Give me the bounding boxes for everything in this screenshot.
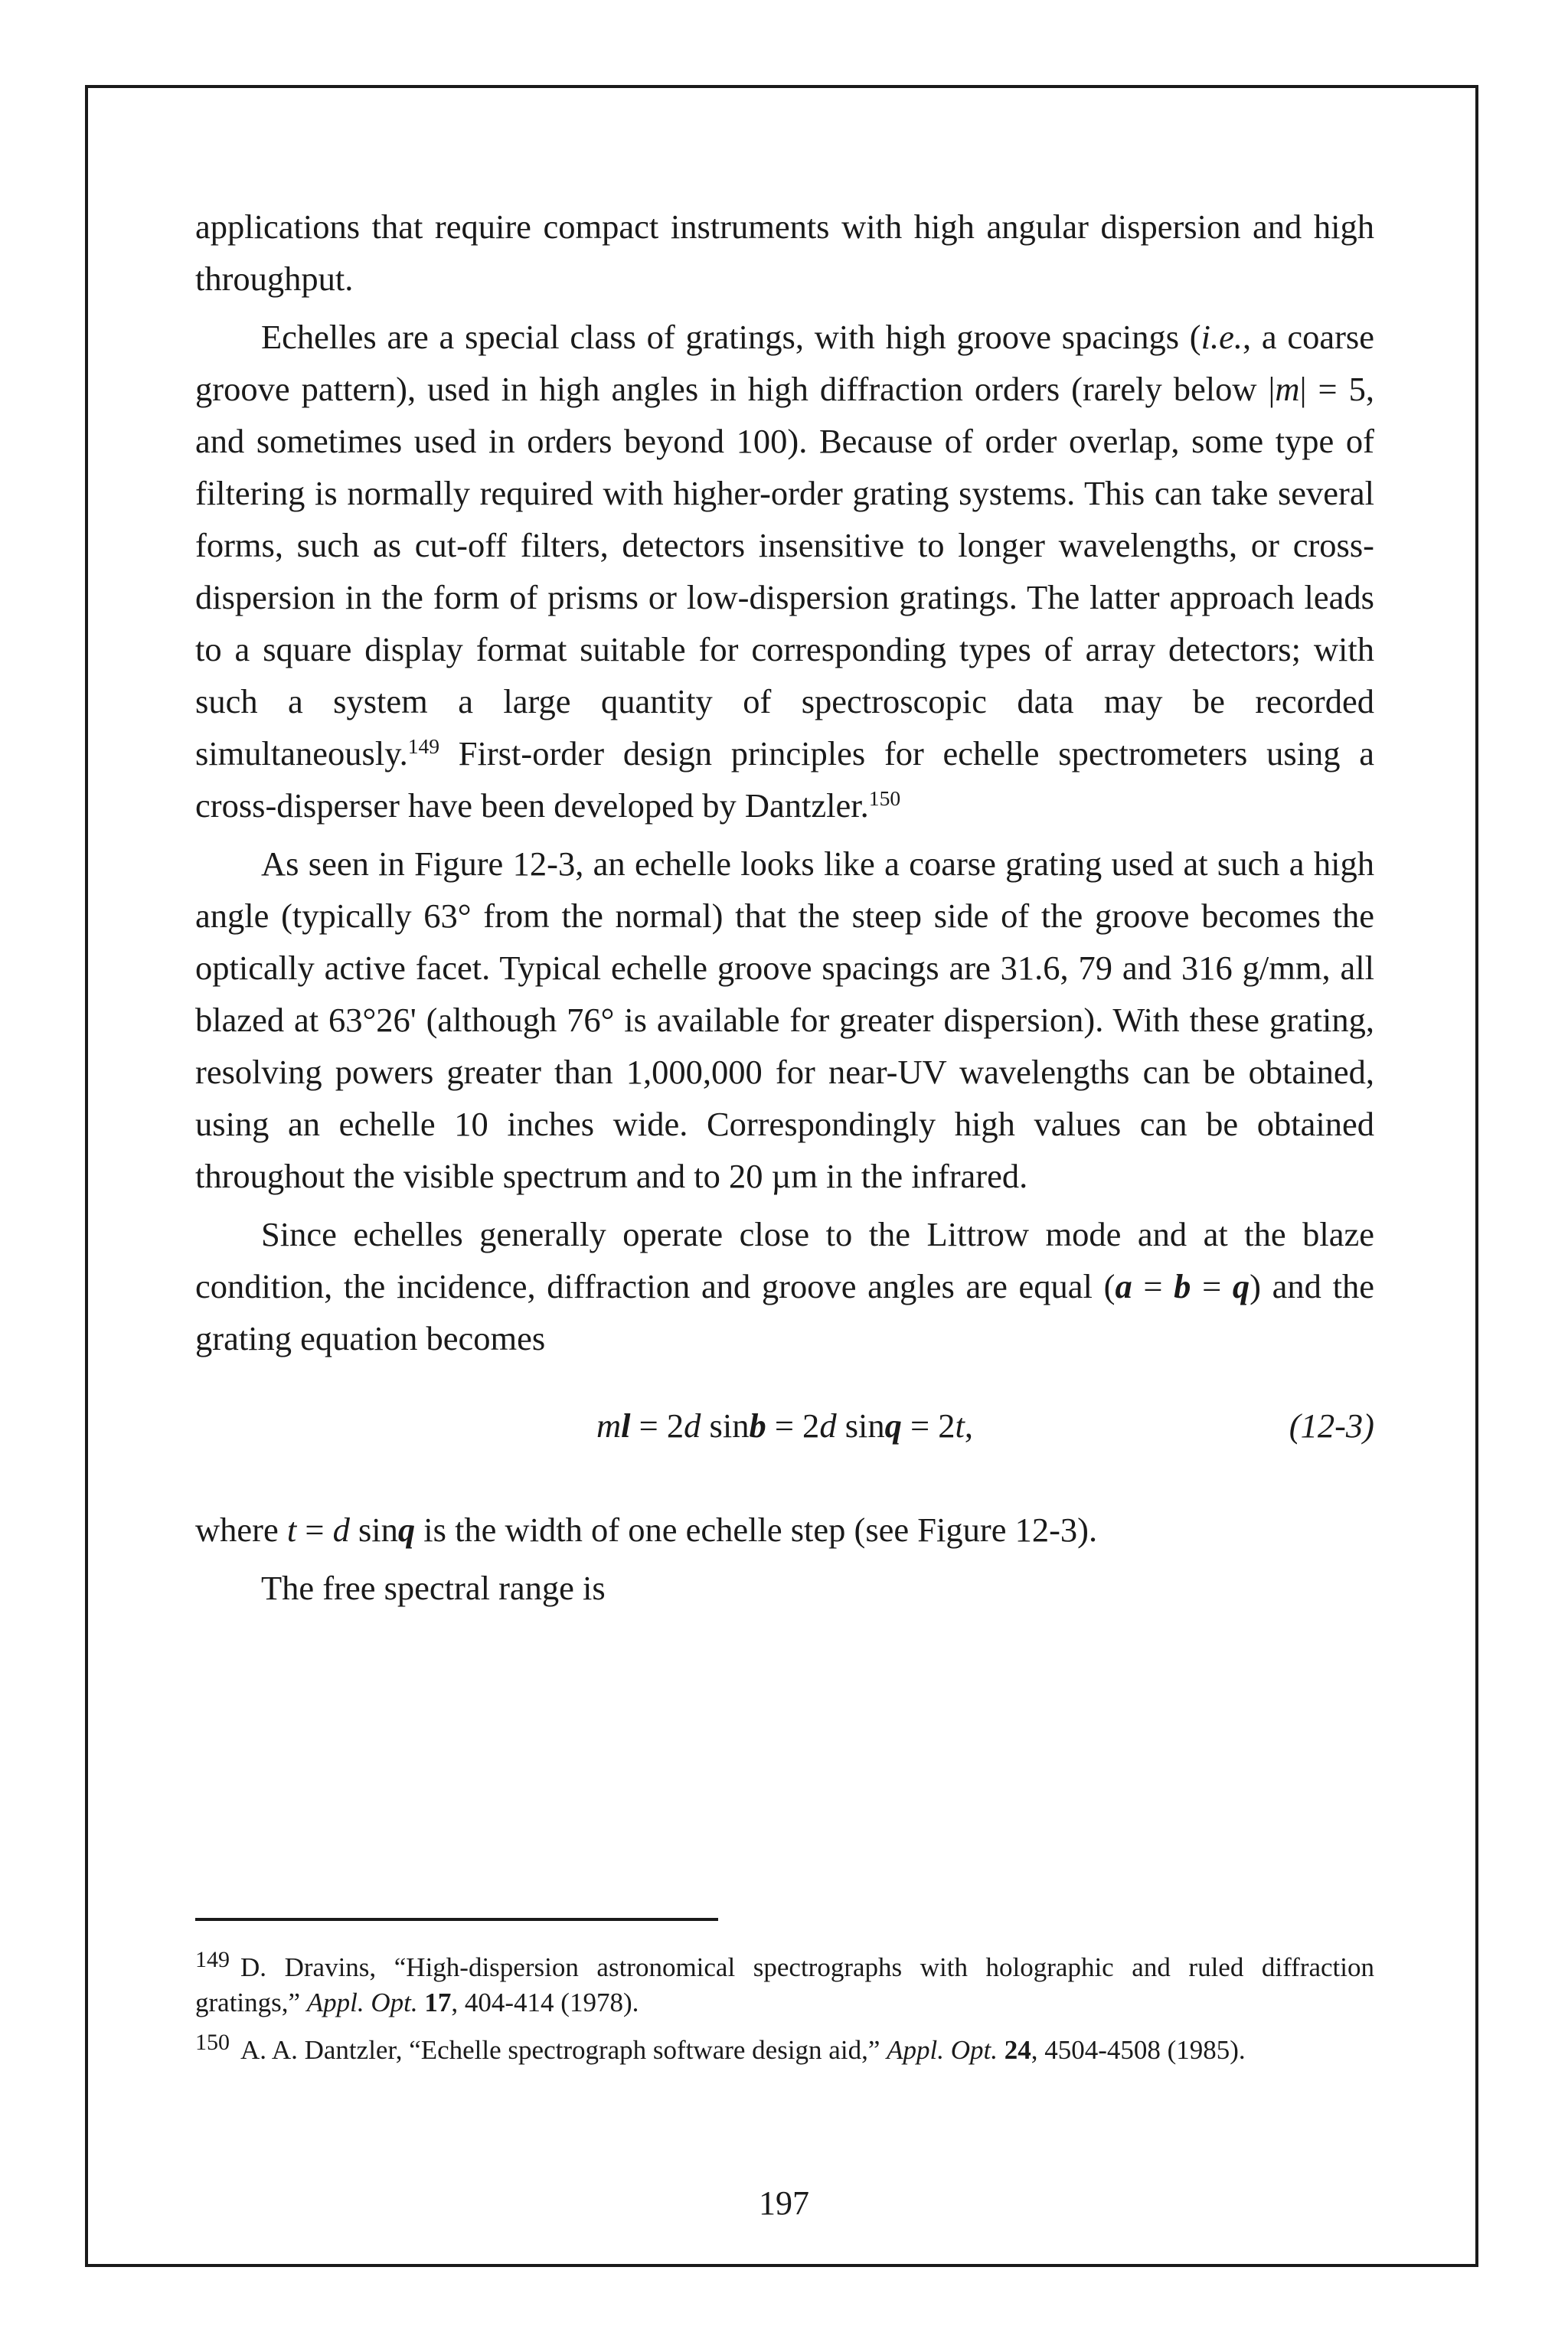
footnote-mark: 150 xyxy=(195,2030,230,2055)
body-text xyxy=(195,201,1374,1620)
page-number: 197 xyxy=(759,2184,809,2222)
footnote-ref-150[interactable]: 150 xyxy=(868,786,901,810)
equation-number: (12-3) xyxy=(1289,1406,1374,1445)
footnote-mark: 149 xyxy=(195,1947,230,1972)
footnote-ref-149[interactable]: 149 xyxy=(407,733,440,758)
paragraph-3: As seen in Figure 12-3, an echelle looks like a coarse grating used at such a high angle (typically 63° from the normal) that the steep side of the groove becomes the optically active facet. Typical echelle groove spacings are 31.6, 79 and 316 g/mm, all blazed at 63°26' (although 76° is available for greater dispersion). With these grating, resolving powers greater than 1,000,000 for near-UV wavelengths can be obtained, using an echelle 10 inches wide. Correspondingly high values can be obtained throughout the visible spectrum and to 20 µm in the infrared. xyxy=(195,844,1374,1195)
paragraph-5: where t = d sinq is the width of one echelle step (see Figure 12-3). xyxy=(195,1511,1098,1549)
paragraph-1: applications that require compact instruments with high angular dispersion and high throughput. xyxy=(195,207,1374,298)
paragraph-4: Since echelles generally operate close to the Littrow mode and at the blaze condition, the incidence, diffraction and groove angles are equal (a = b = q) and the grating equation becomes xyxy=(195,1215,1374,1357)
footnote-150: 150 A. A. Dantzler, “Echelle spectrograph software design aid,” Appl. Opt. 24, 4504-4508 (1985). xyxy=(195,2030,1246,2065)
footnote-149: 149 D. Dravins, “High-dispersion astronomical spectrographs with holographic and ruled diffraction gratings,” Appl. Opt. 17, 404-414 (1978). xyxy=(195,1947,1374,2017)
equation-body: ml = 2d sinb = 2d sinq = 2t, xyxy=(596,1406,973,1445)
paragraph-2: Echelles are a special class of gratings, with high groove spacings (i.e., a coarse groove pattern), used in high angles in high diffraction orders (rarely below |m| = 5, and sometimes used in orders beyond 100). Because of order overlap, some type of filtering is normally required with higher-order grating systems. This can take several forms, such as cut-off filters, detectors insensitive to longer wavelengths, or cross-dispersion in the form of prisms or low-dispersion gratings. The latter approach leads to a square display format suitable for corresponding types of array detectors; with such a system a large quantity of spectroscopic data may be recorded simultaneously.$^{149}$ First-order design principles for echelle spectrometers using a cross-disperser have been developed by Dantzler.$^{150}$ xyxy=(195,318,1374,825)
footnote-divider xyxy=(195,1918,718,1921)
paragraph-6: The free spectral range is xyxy=(261,1569,606,1607)
footnotes xyxy=(195,1947,1374,2082)
equation-12-3 xyxy=(195,1392,1374,1468)
